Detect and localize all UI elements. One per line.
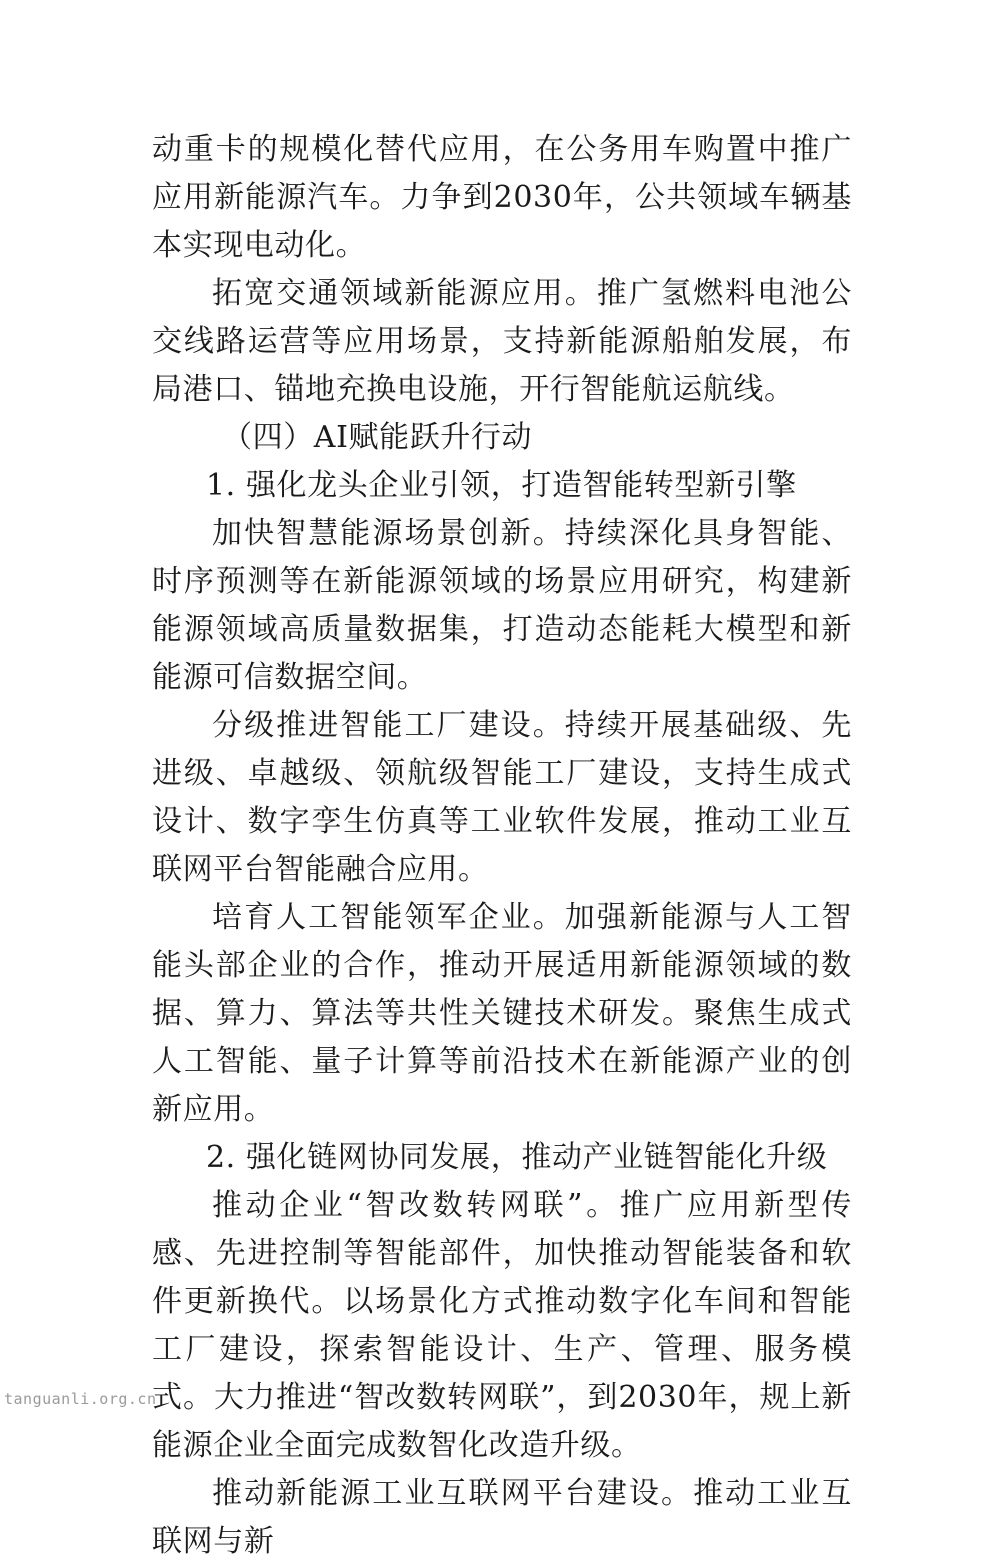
paragraph-transport-new-energy: 拓宽交通领域新能源应用。推广氢燃料电池公交线路运营等应用场景，支持新能源船舶发展，布局港口、锚地充换电设施，开行智能航运航线。 (152, 276, 852, 407)
paragraph-vehicle-electrification: 动重卡的规模化替代应用，在公务用车购置中推广应用新能源汽车。力争到2030年，公共领域车辆基本实现电动化。 (152, 132, 852, 263)
paragraph-ai-leading-enterprises: 培育人工智能领军企业。加强新能源与人工智能头部企业的合作，推动开展适用新能源领域的数据、算力、算法等共性关键技术研发。聚焦生成式人工智能、量子计算等前沿技术在新能源产业的创新应用。 (152, 900, 852, 1127)
paragraph-industrial-internet-platform: 推动新能源工业互联网平台建设。推动工业互联网与新 (152, 1476, 852, 1559)
paragraph-digital-transformation: 推动企业“智改数转网联”。推广应用新型传感、先进控制等智能部件，加快推动智能装备和软件更新换代。以场景化方式推动数字化车间和智能工厂建设，探索智能设计、生产、管理、服务模式。大力推进“智改数转网联”，到2030年，规上新能源企业全面完成数智化改造升级。 (152, 1188, 852, 1463)
paragraph-smart-energy-scenes: 加快智慧能源场景创新。持续深化具身智能、时序预测等在新能源领域的场景应用研究，构建新能源领域高质量数据集，打造动态能耗大模型和新能源可信数据空间。 (152, 516, 852, 695)
subheading-chain-network-synergy: 2. 强化链网协同发展，推动产业链智能化升级 (206, 1140, 828, 1175)
document-body (152, 126, 852, 1566)
section-heading-ai-empowerment: （四）AI赋能跃升行动 (222, 420, 533, 455)
watermark-text: tanguanli.org.cn (4, 1390, 157, 1408)
paragraph-smart-factories: 分级推进智能工厂建设。持续开展基础级、先进级、卓越级、领航级智能工厂建设，支持生成式设计、数字孪生仿真等工业软件发展，推动工业互联网平台智能融合应用。 (152, 708, 852, 887)
subheading-leading-enterprises: 1. 强化龙头企业引领，打造智能转型新引擎 (206, 468, 797, 503)
